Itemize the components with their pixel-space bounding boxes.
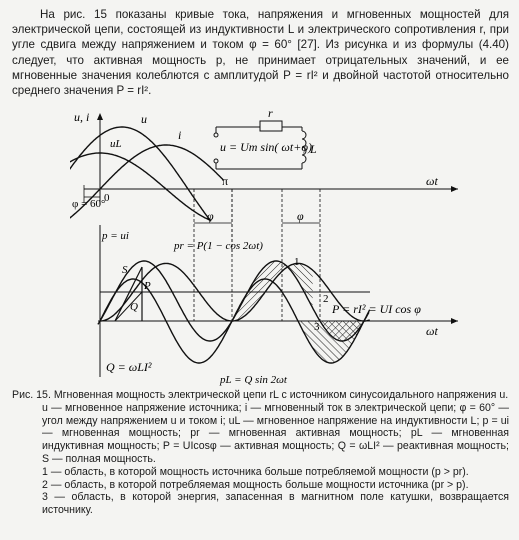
- i-label: i: [178, 128, 182, 142]
- caption-title: Рис. 15. Мгновенная мощность электрической цепи rL с источником синусоидального напряжения u.: [12, 389, 509, 401]
- omega-t-bottom: ωt: [426, 324, 438, 338]
- phi-right-label: φ: [297, 209, 304, 223]
- pL-label: pL = Q sin 2ωt: [220, 374, 287, 386]
- circuit-r-label: r: [268, 106, 273, 120]
- caption-definitions: u — мгновенное напряжение источника; i — мгновенный ток в электрической цепи; φ = 60° — угол между напряжением u и током i; uL — мгновенное напряжение на индуктивности L; p = ui — мгновенная мощность; pr — мгновенная активная мощность; pL — мгновенная индуктивная мощность; P = UIcosφ — активная мощность; Q = ωLI² — реактивная мощность; S — полная мощность.: [42, 401, 509, 465]
- bottom-x-arrow: [451, 318, 458, 324]
- pi-label: π: [222, 174, 229, 188]
- p-label: p = ui: [102, 230, 129, 242]
- Q-label: Q: [130, 301, 138, 313]
- uL-label: uL: [110, 138, 122, 150]
- omega-t-top: ωt: [426, 174, 438, 188]
- figure-15: [70, 105, 460, 392]
- top-y-arrow: [97, 113, 103, 120]
- S-label: S: [122, 264, 128, 276]
- origin-label: 0: [104, 192, 110, 204]
- phi-left-label: φ = 60°: [72, 198, 106, 210]
- figure-caption: [12, 389, 509, 517]
- circuit-equation: u = Um sin( ωt+φ): [220, 140, 312, 154]
- zone-1-hatch: [229, 261, 287, 325]
- zone-3-label: 3: [314, 321, 320, 333]
- P-label: P: [144, 280, 151, 292]
- figure-svg: [70, 105, 460, 392]
- caption-item-3: 3 — область, в которой энергия, запасенная в магнитном поле катушки, возвращается источнику.: [42, 491, 509, 517]
- circuit-L-label: L: [310, 142, 317, 156]
- P-equation: P = rI² = UI cos φ: [332, 302, 421, 316]
- top-x-arrow: [451, 186, 458, 192]
- zone-1-label: 1: [294, 256, 300, 268]
- intro-paragraph: На рис. 15 показаны кривые тока, напряжения и мгновенных мощностей для электрической цепи, состоящей из индуктивности L и электрического сопротивления r, при угле сдвига между напряжением и током φ = 60° [27]. Из рисунка и из формулы (4.40) следует, что активная мощность p, не принимает отрицательных значений, и ее мгновенные значения колеблются с амплитудой P = rI² и двойной частотой относительно среднего значения P = rI².: [12, 8, 509, 98]
- uL-curve: [70, 153, 211, 221]
- u-label: u: [141, 112, 147, 126]
- caption-item-2: 2 — область, в которой потребляемая мощность больше мощности источника (pr > p).: [42, 478, 469, 491]
- Q-equation: Q = ωLI²: [106, 360, 152, 374]
- phi-mid-label: φ: [207, 209, 214, 223]
- caption-item-1: 1 — область, в которой мощность источника больше потребляемой мощности (p > pr).: [42, 465, 469, 478]
- zone-3-hatch-b: [298, 321, 361, 363]
- pr-label: pr = P(1 − cos 2ωt): [174, 240, 263, 252]
- zone-2-label: 2: [323, 293, 329, 305]
- ui-axis-label: u, i: [74, 110, 90, 124]
